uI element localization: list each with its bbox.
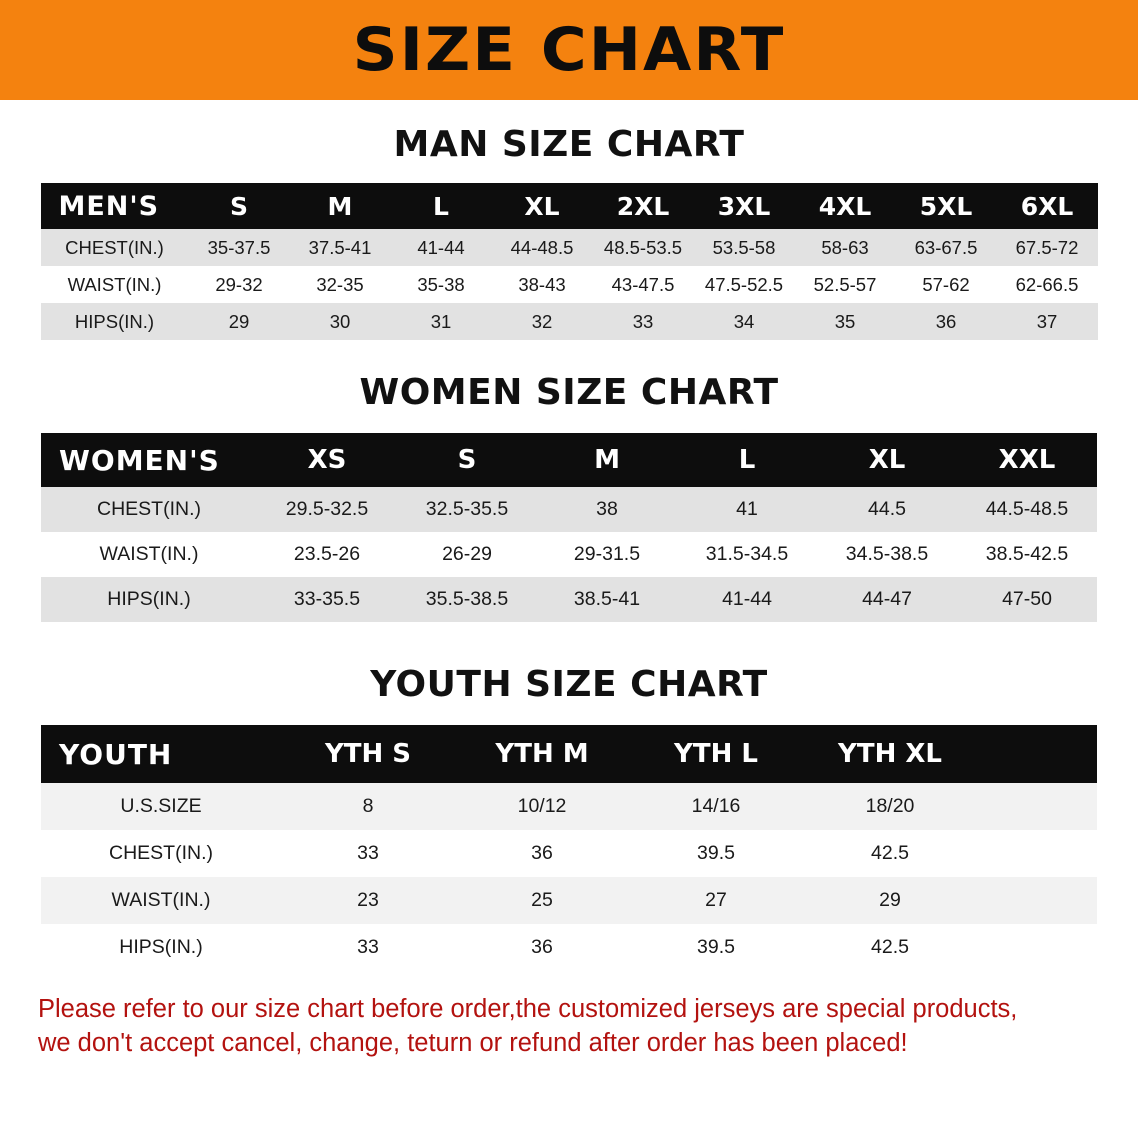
youth-row-0-label: U.S.SIZE	[120, 795, 202, 817]
men-r2-c5: 34	[733, 310, 755, 332]
youth-r3-c1: 36	[531, 936, 553, 958]
man-section-title: MAN SIZE CHART	[393, 124, 745, 165]
banner	[0, 0, 1138, 100]
youth-r3-c2: 39.5	[697, 936, 735, 958]
men-col-4: 2XL	[616, 191, 670, 221]
men-r2-c7: 36	[935, 310, 957, 332]
men-r2-c2: 31	[430, 310, 452, 332]
men-col-1: M	[327, 191, 353, 221]
disclaimer-note	[38, 993, 1104, 1060]
table-row	[41, 229, 1098, 266]
youth-r3-c3: 42.5	[871, 936, 909, 958]
men-r1-c3: 38-43	[518, 273, 566, 295]
men-size-table	[41, 183, 1098, 340]
men-r0-c1: 37.5-41	[308, 236, 372, 258]
men-r1-c0: 29-32	[215, 273, 263, 295]
women-table-header-row	[41, 433, 1097, 487]
youth-r1-c2: 39.5	[697, 842, 735, 864]
men-row-0-label: CHEST(IN.)	[65, 236, 164, 258]
youth-r1-spacer	[977, 830, 1097, 877]
youth-col-1: YTH M	[495, 739, 589, 769]
youth-col-3: YTH XL	[838, 739, 942, 769]
men-col-2: L	[433, 191, 449, 221]
men-r0-c4: 48.5-53.5	[603, 236, 683, 258]
women-col-4: XL	[868, 445, 906, 475]
women-r1-c3: 31.5-34.5	[705, 543, 789, 565]
men-r0-c0: 35-37.5	[207, 236, 271, 258]
women-r2-c2: 38.5-41	[573, 588, 641, 610]
men-r2-c4: 33	[632, 310, 654, 332]
youth-r0-c2: 14/16	[691, 795, 741, 817]
men-col-8: 6XL	[1020, 191, 1074, 221]
women-r2-c1: 35.5-38.5	[425, 588, 509, 610]
table-row	[41, 783, 1097, 830]
youth-row-1-label: CHEST(IN.)	[109, 842, 213, 864]
men-r0-c5: 53.5-58	[712, 236, 776, 258]
women-corner-label: WOMEN'S	[59, 443, 220, 477]
men-col-0: S	[229, 191, 248, 221]
women-r1-c4: 34.5-38.5	[845, 543, 929, 565]
youth-r1-c1: 36	[531, 842, 553, 864]
women-size-table	[41, 433, 1097, 622]
women-r1-c1: 26-29	[442, 543, 492, 565]
men-r0-c7: 63-67.5	[914, 236, 978, 258]
youth-r3-spacer	[977, 924, 1097, 971]
table-row	[41, 924, 1097, 971]
men-col-3: XL	[524, 191, 560, 221]
women-row-0-label: CHEST(IN.)	[97, 498, 201, 520]
youth-r2-c2: 27	[705, 889, 727, 911]
women-r0-c3: 41	[736, 498, 758, 520]
women-r0-c5: 44.5-48.5	[985, 498, 1069, 520]
youth-r2-spacer	[977, 877, 1097, 924]
women-section-title: WOMEN SIZE CHART	[359, 372, 779, 413]
men-col-6: 4XL	[818, 191, 872, 221]
youth-r2-c3: 29	[879, 889, 901, 911]
men-row-1-label: WAIST(IN.)	[67, 273, 162, 295]
youth-col-0: YTH S	[324, 739, 412, 769]
women-r0-c2: 38	[596, 498, 618, 520]
men-r0-c2: 41-44	[417, 236, 465, 258]
men-r0-c6: 58-63	[821, 236, 869, 258]
women-col-0: XS	[307, 445, 347, 475]
men-r0-c8: 67.5-72	[1015, 236, 1079, 258]
women-r0-c1: 32.5-35.5	[425, 498, 509, 520]
youth-r0-spacer	[977, 783, 1097, 830]
men-r1-c2: 35-38	[417, 273, 465, 295]
table-row	[41, 532, 1097, 577]
table-row	[41, 487, 1097, 532]
youth-row-3-label: HIPS(IN.)	[119, 936, 203, 958]
youth-col-2: YTH L	[674, 739, 758, 769]
men-r1-c4: 43-47.5	[611, 273, 675, 295]
women-r1-c5: 38.5-42.5	[985, 543, 1069, 565]
table-row	[41, 303, 1098, 340]
banner-title: SIZE CHART	[352, 15, 786, 85]
women-r2-c5: 47-50	[1002, 588, 1052, 610]
youth-r1-c3: 42.5	[871, 842, 909, 864]
women-row-2-label: HIPS(IN.)	[107, 588, 191, 610]
table-row	[41, 266, 1098, 303]
youth-r0-c1: 10/12	[517, 795, 567, 817]
men-r2-c3: 32	[531, 310, 553, 332]
disclaimer-line-2: we don't accept cancel, change, teturn or refund after order has been placed!	[38, 1028, 908, 1057]
youth-r2-c1: 25	[531, 889, 553, 911]
men-corner-label: MEN'S	[58, 190, 160, 222]
men-r1-c8: 62-66.5	[1015, 273, 1079, 295]
men-r2-c0: 29	[228, 310, 250, 332]
men-r1-c1: 32-35	[316, 273, 364, 295]
women-col-2: M	[594, 445, 620, 475]
women-row-1-label: WAIST(IN.)	[99, 543, 199, 565]
youth-size-table	[41, 725, 1097, 971]
men-row-2-label: HIPS(IN.)	[74, 310, 155, 332]
disclaimer-line-1: Please refer to our size chart before order,the customized jerseys are special products,	[38, 995, 1018, 1023]
men-table-header-row	[41, 183, 1098, 229]
youth-r2-c0: 23	[357, 889, 379, 911]
youth-col-spacer	[977, 725, 1097, 783]
women-r2-c4: 44-47	[862, 588, 912, 610]
men-r2-c1: 30	[329, 310, 351, 332]
youth-section-title: YOUTH SIZE CHART	[370, 664, 768, 705]
youth-table-header-row	[41, 725, 1097, 783]
men-r1-c6: 52.5-57	[813, 273, 877, 295]
youth-r3-c0: 33	[357, 936, 379, 958]
youth-corner-label: YOUTH	[59, 737, 173, 771]
women-r1-c2: 29-31.5	[573, 543, 641, 565]
table-row	[41, 877, 1097, 924]
youth-r1-c0: 33	[357, 842, 379, 864]
women-r1-c0: 23.5-26	[293, 543, 361, 565]
table-row	[41, 830, 1097, 877]
women-col-1: S	[457, 445, 477, 475]
women-r0-c4: 44.5	[868, 498, 906, 520]
women-r2-c3: 41-44	[722, 588, 772, 610]
men-r2-c6: 35	[834, 310, 856, 332]
men-r2-c8: 37	[1036, 310, 1058, 332]
women-r2-c0: 33-35.5	[293, 588, 361, 610]
men-r0-c3: 44-48.5	[510, 236, 574, 258]
men-col-5: 3XL	[717, 191, 771, 221]
women-col-5: XXL	[998, 445, 1056, 475]
youth-r0-c3: 18/20	[865, 795, 915, 817]
women-r0-c0: 29.5-32.5	[285, 498, 369, 520]
table-row	[41, 577, 1097, 622]
men-col-7: 5XL	[919, 191, 973, 221]
youth-row-2-label: WAIST(IN.)	[111, 889, 211, 911]
women-col-3: L	[738, 445, 756, 475]
youth-r0-c0: 8	[362, 795, 374, 817]
men-r1-c7: 57-62	[922, 273, 970, 295]
men-r1-c5: 47.5-52.5	[704, 273, 784, 295]
